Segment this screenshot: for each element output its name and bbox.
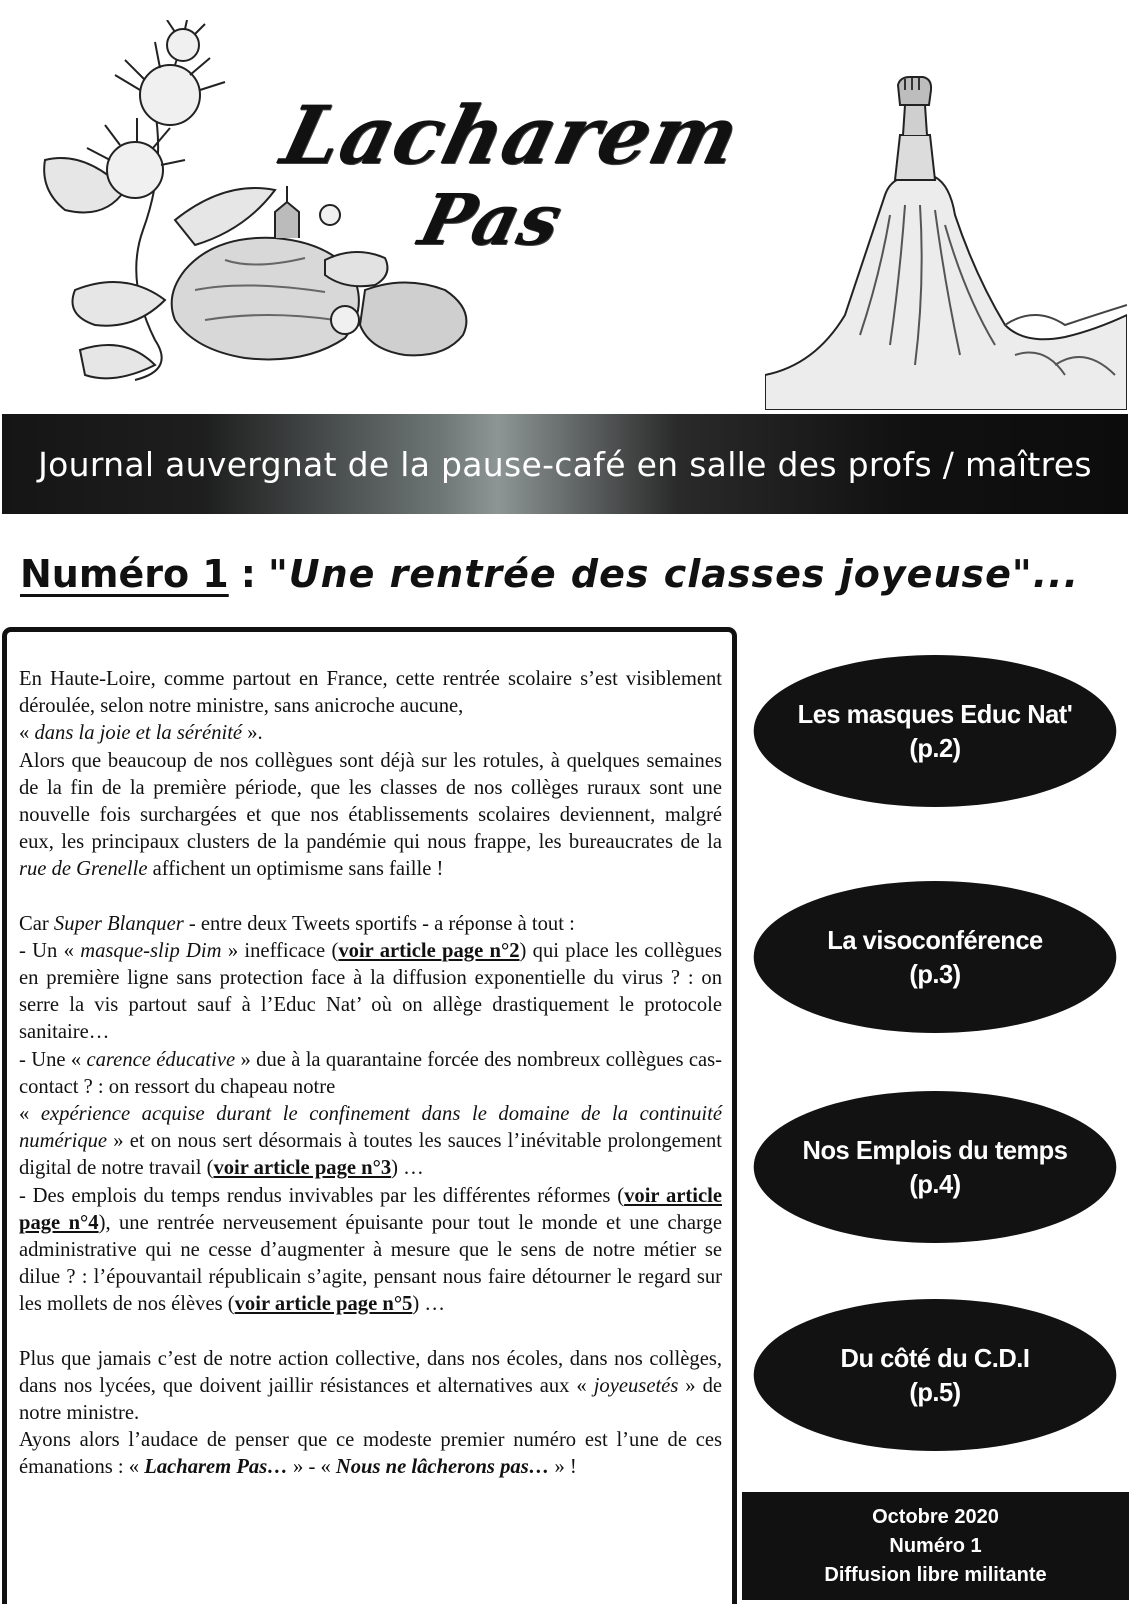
article-link-page2[interactable]: voir article page n°2 xyxy=(338,939,520,962)
sidebar-link-emplois-du-temps[interactable] xyxy=(754,1091,1117,1243)
issue-info-box xyxy=(742,1492,1129,1600)
sidebar-link-page: (p.3) xyxy=(909,959,961,989)
article-paragraph: - Une « carence éducative » due à la quarantaine forcée des nombreux collègues cas-contact ? : on ressort du chapeau notre xyxy=(19,1048,722,1098)
article-link-page4[interactable]: voir article page n°4 xyxy=(19,1184,722,1234)
article-link-page3[interactable]: voir article page n°3 xyxy=(213,1157,392,1180)
article-link-page5[interactable]: voir article page n°5 xyxy=(234,1293,413,1316)
sidebar-link-title: La visoconférence xyxy=(827,925,1043,955)
sidebar-link-masques[interactable] xyxy=(754,655,1117,807)
sidebar-link-title: Les masques Educ Nat' xyxy=(797,699,1073,729)
article-paragraph: - Des emplois du temps rendus invivables par les différentes réformes (voir article page n°4), une rentrée nerveusement épuisante pour tout le monde et une charge administrative qui ne cesse d’augmenter à mesure que le sens de notre métier se dilue ? : l’épouvantail républicain s’agite, pensant nous faire détourner le regard sur les mollets de nos élèves (voir article page n°5) … xyxy=(19,1184,722,1316)
issue-number: Numéro 1 xyxy=(20,552,229,596)
sidebar-link-visoconference[interactable] xyxy=(754,881,1117,1033)
tagline-text: Journal auvergnat de la pause-café en salle des profs / maîtres xyxy=(38,444,1092,484)
masthead xyxy=(0,0,1131,412)
editorial-article xyxy=(2,627,737,1604)
article-paragraph: Plus que jamais c’est de notre action collective, dans nos écoles, dans nos collèges, dans nos lycées, que doivent jaillir résistances et alternatives aux « joyeusetés » de notre ministre. xyxy=(19,1347,723,1425)
journal-title-line1: Lacharem xyxy=(273,88,750,182)
issue-title: "Une rentrée des classes joyeuse"... xyxy=(267,552,1080,596)
issue-separator: : xyxy=(240,552,256,596)
sidebar-link-title: Nos Emplois du temps xyxy=(802,1135,1068,1165)
journal-title-line2: Pas xyxy=(411,178,571,261)
article-paragraph: Ayons alors l’audace de penser que ce modeste premier numéro est l’une de ces émanations : « Lacharem Pas… » - « Nous ne lâcherons pas… » ! xyxy=(19,1429,722,1479)
issue-date: Octobre 2020 xyxy=(872,1505,999,1528)
article-paragraph: Car Super Blanquer - entre deux Tweets sportifs - a réponse à tout : xyxy=(19,912,575,935)
distribution-note: Diffusion libre militante xyxy=(824,1563,1047,1586)
sidebar-link-title: Du côté du C.D.I xyxy=(840,1343,1030,1373)
article-paragraph: - Un « masque-slip Dim » inefficace (voir article page n°2) qui place les collègues en première ligne sans protection face à la diffusion exponentielle du virus ? : on serre la vis partout sauf à l’Educ Nat’ où on allège drastiquement le protocole sanitaire… xyxy=(19,939,722,1044)
tagline-banner xyxy=(2,414,1128,514)
article-paragraph: Alors que beaucoup de nos collègues sont déjà sur les rotules, à quelques semaines de la fin de la première période, que les classes de nos collèges ruraux sont une nouvelle fois surchargées et que nos établissements scolaires deviennent, malgré eux, les principaux clusters de la pandémie qui nous frappe, les bureaucrates de la rue de Grenelle affichent un optimisme sans faille ! xyxy=(19,749,722,881)
rock-fist-illustration xyxy=(765,75,1127,410)
issue-number-footer: Numéro 1 xyxy=(889,1534,982,1557)
article-paragraph: En Haute-Loire, comme partout en France, cette rentrée scolaire s’est visiblement déroulée, selon notre ministre, sans anicroche aucune, « dans la joie et la sérénité ». xyxy=(19,668,722,745)
sidebar-link-page: (p.2) xyxy=(909,733,961,763)
issue-heading xyxy=(20,552,1120,608)
sidebar-link-page: (p.5) xyxy=(909,1377,961,1407)
article-paragraph: « expérience acquise durant le confinement dans le domaine de la continuité numérique » et on nous sert désormais à toutes les sauces l’inévitable prolongement digital de notre travail (voir article page n°3) … xyxy=(19,1103,722,1180)
sidebar-link-cdi[interactable] xyxy=(754,1299,1117,1451)
sidebar-link-page: (p.4) xyxy=(909,1169,961,1199)
